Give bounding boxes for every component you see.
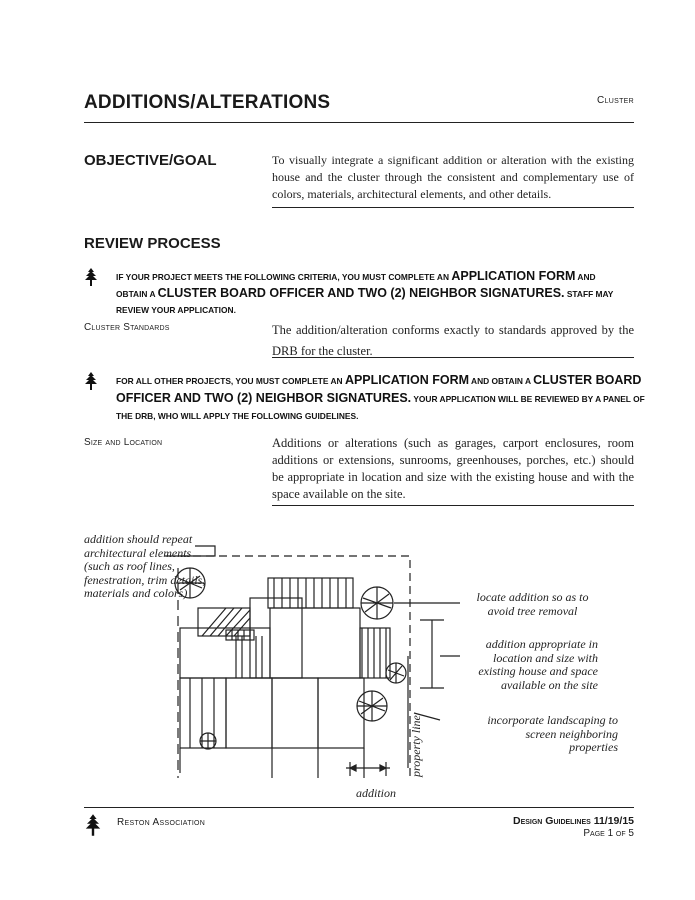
- size-location-text: Additions or alterations (such as garages, carport enclosures, room additions or extensions, sunrooms, greenhouses, porches, etc.) should be appropriate in location and size with the existing house and with the space available on the site.: [272, 436, 634, 501]
- footer-guidelines-date: Design Guidelines 11/19/15: [513, 815, 634, 827]
- criteria-2-text: AND OBTAIN A: [469, 376, 534, 386]
- size-location-label: Size and Location: [84, 437, 163, 448]
- standards-rule: [272, 357, 634, 358]
- label-addition: addition: [356, 786, 397, 800]
- note-avoid-tree: locate addition so as to avoid tree removal: [476, 590, 589, 618]
- note-repeat-elements: addition should repeat architectural elements (such as roof lines, fenestration, trim details, materials and colors): [84, 532, 206, 600]
- application-form-link: APPLICATION FORM: [344, 373, 470, 387]
- criteria-2: [116, 372, 661, 425]
- reston-tree-logo-icon: [84, 813, 102, 837]
- page-title: ADDITIONS/ALTERATIONS: [84, 92, 331, 113]
- criteria-1-text: AND OBTAIN A: [116, 272, 596, 299]
- label-property-line: property line: [409, 715, 423, 777]
- footer-rule: [84, 807, 634, 808]
- review-heading: REVIEW PROCESS: [84, 235, 221, 252]
- note-appropriate-size: addition appropriate in location and size with existing house and space available on the site: [478, 637, 598, 692]
- objective-text: To visually integrate a significant addition or alteration with the existing house and the cluster through the consistent and complementary use of colors, materials, architectural elements, and other details.: [272, 153, 634, 201]
- criteria-1-text: STAFF MAY REVIEW YOUR APPLICATION.: [116, 289, 614, 315]
- cluster-standards-label: Cluster Standards: [84, 322, 170, 333]
- footer-org: Reston Association: [117, 817, 206, 828]
- signatures-requirement: CLUSTER BOARD OFFICER AND TWO (2) NEIGHBOR SIGNATURES.: [116, 373, 642, 405]
- tree-bullet-icon: [84, 371, 98, 391]
- criteria-1-text: IF YOUR PROJECT MEETS THE FOLLOWING CRITERIA, YOU MUST COMPLETE AN: [116, 272, 452, 282]
- section-tag: Cluster: [597, 95, 634, 106]
- page-number: Page 1 of 5: [583, 828, 634, 839]
- tree-bullet-icon: [84, 267, 98, 287]
- cluster-standards-text: The addition/alteration conforms exactly to standards approved by the DRB for the cluster.: [272, 323, 634, 358]
- note-landscaping: incorporate landscaping to screen neighboring properties: [487, 713, 618, 754]
- application-form-link: APPLICATION FORM: [451, 269, 576, 283]
- size-rule: [272, 505, 634, 506]
- criteria-1: [116, 268, 616, 318]
- header-rule: [84, 122, 634, 123]
- objective-heading: OBJECTIVE/GOAL: [84, 152, 217, 169]
- signatures-requirement: CLUSTER BOARD OFFICER AND TWO (2) NEIGHBOR SIGNATURES.: [157, 286, 565, 300]
- footer-guidelines: [513, 815, 634, 840]
- criteria-2-text: FOR ALL OTHER PROJECTS, YOU MUST COMPLETE AN: [116, 376, 345, 386]
- criteria-2-text: YOUR APPLICATION WILL BE REVIEWED BY A PANEL OF THE DRB, WHO WILL APPLY THE FOLLOWING GUIDELINES.: [116, 394, 645, 421]
- objective-rule: [272, 207, 634, 208]
